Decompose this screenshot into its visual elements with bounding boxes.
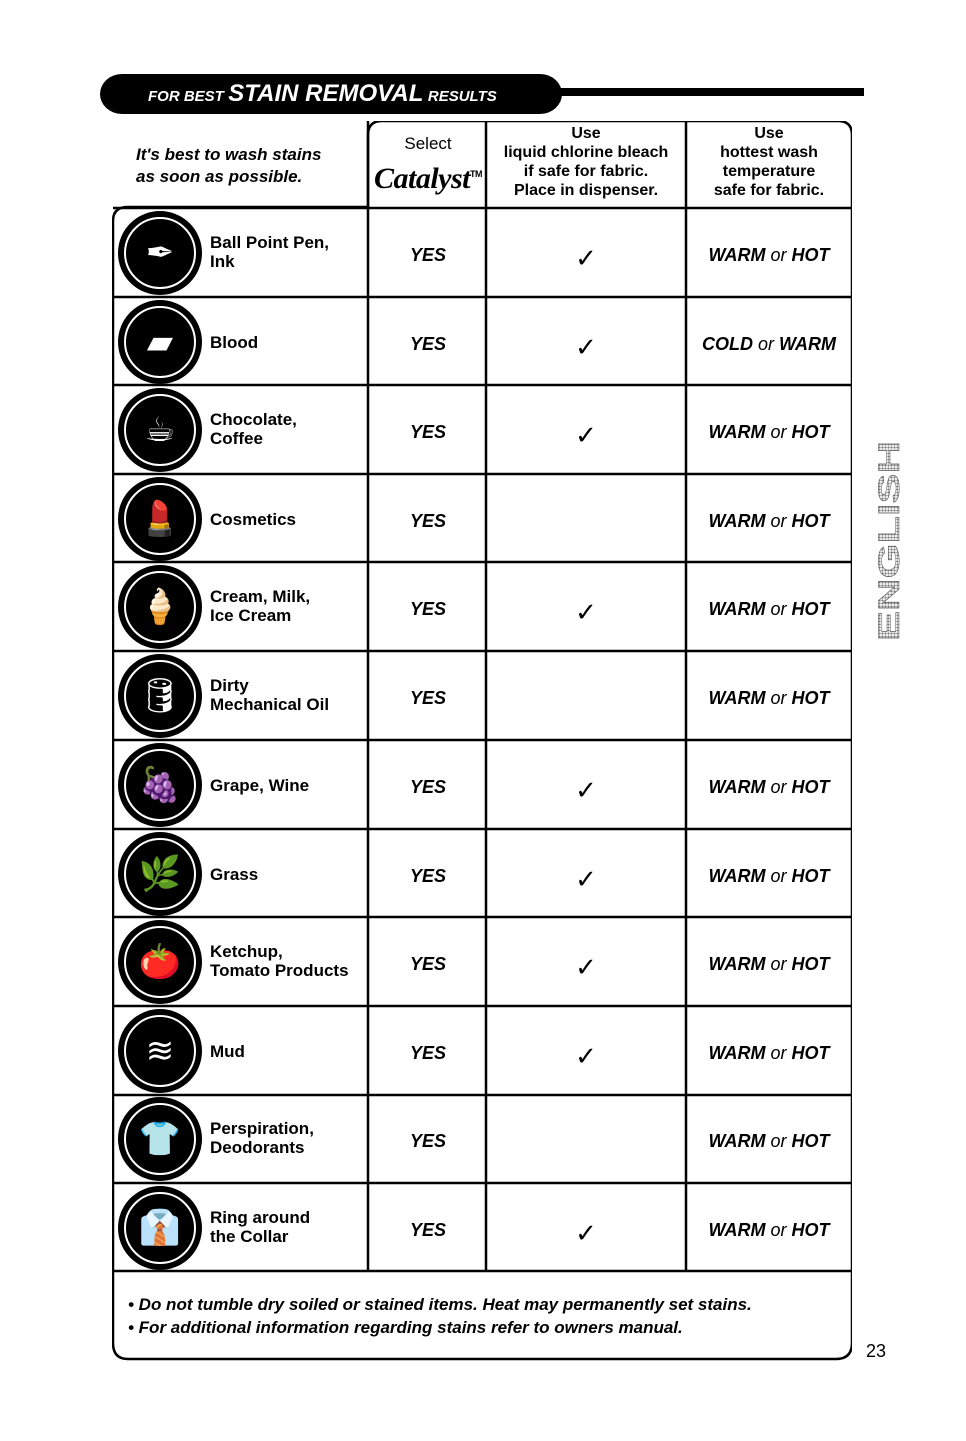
catalyst-value: YES — [409, 245, 447, 265]
note-line: • For additional information regarding stains refer to owners manual. — [128, 1318, 683, 1337]
wash-temperature — [687, 599, 851, 620]
table-row — [112, 563, 852, 652]
stain-name — [210, 676, 329, 714]
stain-name — [210, 410, 297, 448]
bleach-check-icon: ✓ — [575, 332, 597, 362]
banner-title — [148, 79, 497, 112]
bleach-check-icon: ✓ — [575, 243, 597, 273]
stain-name-line: Chocolate, — [210, 410, 297, 429]
header-temp-line: hottest wash — [720, 144, 818, 161]
temp-or: or — [770, 1220, 787, 1240]
table-row — [112, 1095, 852, 1184]
stain-name — [210, 865, 258, 884]
stain-name-line: Grape, Wine — [210, 776, 310, 795]
wash-temperature — [687, 1131, 851, 1152]
intro-text — [136, 144, 321, 188]
icon-glyph: 💄 — [124, 483, 196, 555]
table-row — [112, 475, 852, 564]
header-bleach-line: Place in dispenser. — [513, 182, 659, 199]
table-row — [112, 1007, 852, 1096]
temp-or: or — [770, 1131, 787, 1151]
temp-or: or — [770, 599, 787, 619]
icon-glyph: 🍅 — [124, 926, 196, 998]
collar-icon — [118, 1186, 202, 1270]
oil-can-icon — [118, 654, 202, 738]
note-line: • Do not tumble dry soiled or stained items. Heat may permanently set stains. — [128, 1295, 752, 1314]
table-row — [112, 1184, 852, 1273]
table-row — [112, 298, 852, 387]
temp-second: HOT — [791, 511, 830, 531]
grass-icon — [118, 832, 202, 916]
temp-first: WARM — [708, 1043, 766, 1063]
temp-first: WARM — [708, 511, 766, 531]
stain-name-line: Coffee — [210, 429, 263, 448]
icon-glyph: 🌿 — [124, 838, 196, 910]
catalyst-value: YES — [409, 1131, 447, 1151]
temp-second: HOT — [791, 422, 830, 442]
mud-icon — [118, 1009, 202, 1093]
temp-first: WARM — [708, 866, 766, 886]
table-row — [112, 209, 852, 298]
footer-notes — [128, 1293, 752, 1339]
banner-prefix: FOR BEST — [148, 88, 224, 105]
stain-name-line: Perspiration, — [210, 1119, 314, 1138]
stain-name-line: Tomato Products — [210, 961, 349, 980]
stain-name — [210, 333, 258, 352]
wash-temperature — [687, 1220, 851, 1241]
temp-or: or — [757, 334, 774, 354]
bleach-check-icon: ✓ — [575, 420, 597, 450]
stain-name-line: Ball Point Pen, — [210, 233, 330, 252]
catalyst-value: YES — [409, 334, 447, 354]
icon-glyph: 🍦 — [124, 571, 196, 643]
temp-first: WARM — [708, 245, 766, 265]
deodorant-shirt-icon — [118, 1097, 202, 1181]
intro-line: as soon as possible. — [136, 167, 303, 186]
bleach-check-icon: ✓ — [575, 1218, 597, 1248]
blood-bandage-icon — [118, 300, 202, 384]
header-bleach-line: if safe for fabric. — [523, 163, 649, 180]
table-row — [112, 918, 852, 1007]
wash-temperature — [687, 1043, 851, 1064]
icon-glyph: 🍇 — [124, 749, 196, 821]
section-banner — [100, 74, 864, 114]
temp-second: HOT — [791, 866, 830, 886]
stain-name — [210, 1042, 245, 1061]
header-temperature — [687, 124, 851, 200]
temp-first: WARM — [708, 688, 766, 708]
icon-glyph: ▰ — [124, 306, 196, 378]
temp-or: or — [770, 777, 787, 797]
header-temp-line: Use — [754, 125, 784, 142]
header-bleach-line: liquid chlorine bleach — [503, 144, 669, 161]
wash-temperature — [687, 422, 851, 443]
temp-or: or — [770, 245, 787, 265]
stain-name — [210, 1208, 310, 1246]
header-temp-line: safe for fabric. — [713, 182, 825, 199]
temp-or: or — [770, 866, 787, 886]
intro-line: It's best to wash stains — [136, 145, 322, 164]
stain-name-line: Mechanical Oil — [210, 695, 330, 714]
stain-name-line: Grass — [210, 865, 259, 884]
temp-first: WARM — [708, 1131, 766, 1151]
table-row — [112, 386, 852, 475]
stain-name-line: Cosmetics — [210, 510, 296, 529]
banner-main: STAIN REMOVAL — [228, 80, 424, 107]
stain-name-line: Ketchup, — [210, 942, 283, 961]
coffee-cup-icon — [118, 388, 202, 472]
catalyst-value: YES — [409, 777, 447, 797]
wash-temperature — [687, 511, 851, 532]
wash-temperature — [687, 954, 851, 975]
stain-name-line: Mud — [210, 1042, 245, 1061]
catalyst-value: YES — [409, 954, 447, 974]
temp-second: HOT — [791, 777, 830, 797]
temp-first: WARM — [708, 954, 766, 974]
table-row — [112, 741, 852, 830]
header-select-label: Select — [404, 134, 452, 153]
wash-temperature — [687, 688, 851, 709]
stain-name-line: Deodorants — [210, 1138, 305, 1157]
temp-second: HOT — [791, 1220, 830, 1240]
temp-first: WARM — [708, 599, 766, 619]
wash-temperature — [687, 777, 851, 798]
bleach-check-icon: ✓ — [575, 864, 597, 894]
language-side-tab — [873, 441, 907, 641]
catalyst-value: YES — [409, 688, 447, 708]
temp-second: HOT — [791, 1043, 830, 1063]
table-row — [112, 830, 852, 919]
stain-name-line: Ice Cream — [210, 606, 292, 625]
stain-name-line: Ink — [210, 252, 235, 271]
page-number: 23 — [866, 1341, 887, 1361]
stain-name-line: Dirty — [210, 676, 249, 695]
catalyst-value: YES — [409, 599, 447, 619]
temp-or: or — [770, 688, 787, 708]
stain-name — [210, 510, 296, 529]
temp-first: WARM — [708, 422, 766, 442]
table-row — [112, 652, 852, 741]
catalyst-value: YES — [409, 1220, 447, 1240]
grapes-icon — [118, 743, 202, 827]
banner-rule — [540, 88, 864, 96]
stain-name-line: the Collar — [210, 1227, 289, 1246]
catalyst-logo — [370, 157, 486, 196]
temp-or: or — [770, 1043, 787, 1063]
stain-name — [210, 776, 309, 795]
wash-temperature — [687, 245, 851, 266]
stain-name — [210, 587, 310, 625]
trademark: TM — [470, 169, 482, 179]
pen-icon — [118, 211, 202, 295]
lipstick-icon — [118, 477, 202, 561]
icon-glyph: ☕ — [124, 394, 196, 466]
temp-or: or — [770, 511, 787, 531]
temp-second: HOT — [791, 1131, 830, 1151]
stain-name-line: Blood — [210, 333, 259, 352]
tomato-icon — [118, 920, 202, 1004]
catalyst-value: YES — [409, 866, 447, 886]
temp-first: WARM — [708, 1220, 766, 1240]
stain-name-line: Cream, Milk, — [210, 587, 311, 606]
stain-name — [210, 1119, 314, 1157]
temp-second: WARM — [779, 334, 837, 354]
ice-cream-milk-icon — [118, 565, 202, 649]
bleach-check-icon: ✓ — [575, 952, 597, 982]
temp-first: COLD — [701, 334, 753, 354]
header-select — [370, 124, 486, 196]
wash-temperature — [687, 866, 851, 887]
icon-glyph: 👕 — [124, 1103, 196, 1175]
catalyst-value: YES — [409, 511, 447, 531]
catalyst-value: YES — [409, 1043, 447, 1063]
header-temp-line: temperature — [722, 163, 816, 180]
icon-glyph: 🛢 — [124, 660, 196, 732]
icon-glyph: ≋ — [124, 1015, 196, 1087]
bleach-check-icon: ✓ — [575, 1041, 597, 1071]
temp-first: WARM — [708, 777, 766, 797]
header-bleach-line: Use — [571, 125, 601, 142]
wash-temperature — [687, 334, 851, 355]
temp-or: or — [770, 422, 787, 442]
stain-name-line: Ring around — [210, 1208, 311, 1227]
bleach-check-icon: ✓ — [575, 597, 597, 627]
temp-second: HOT — [791, 599, 830, 619]
banner-suffix: RESULTS — [427, 88, 497, 105]
temp-or: or — [770, 954, 787, 974]
catalyst-brand: Catalyst — [373, 162, 470, 195]
bleach-check-icon: ✓ — [575, 775, 597, 805]
stain-name — [210, 942, 349, 980]
temp-second: HOT — [791, 688, 830, 708]
icon-glyph: 👔 — [124, 1192, 196, 1264]
icon-glyph: ✒ — [124, 217, 196, 289]
header-bleach — [487, 124, 685, 200]
stain-name — [210, 233, 329, 271]
temp-second: HOT — [791, 245, 830, 265]
temp-second: HOT — [791, 954, 830, 974]
catalyst-value: YES — [409, 422, 447, 442]
side-tab-text: ENGLISH — [873, 507, 906, 641]
